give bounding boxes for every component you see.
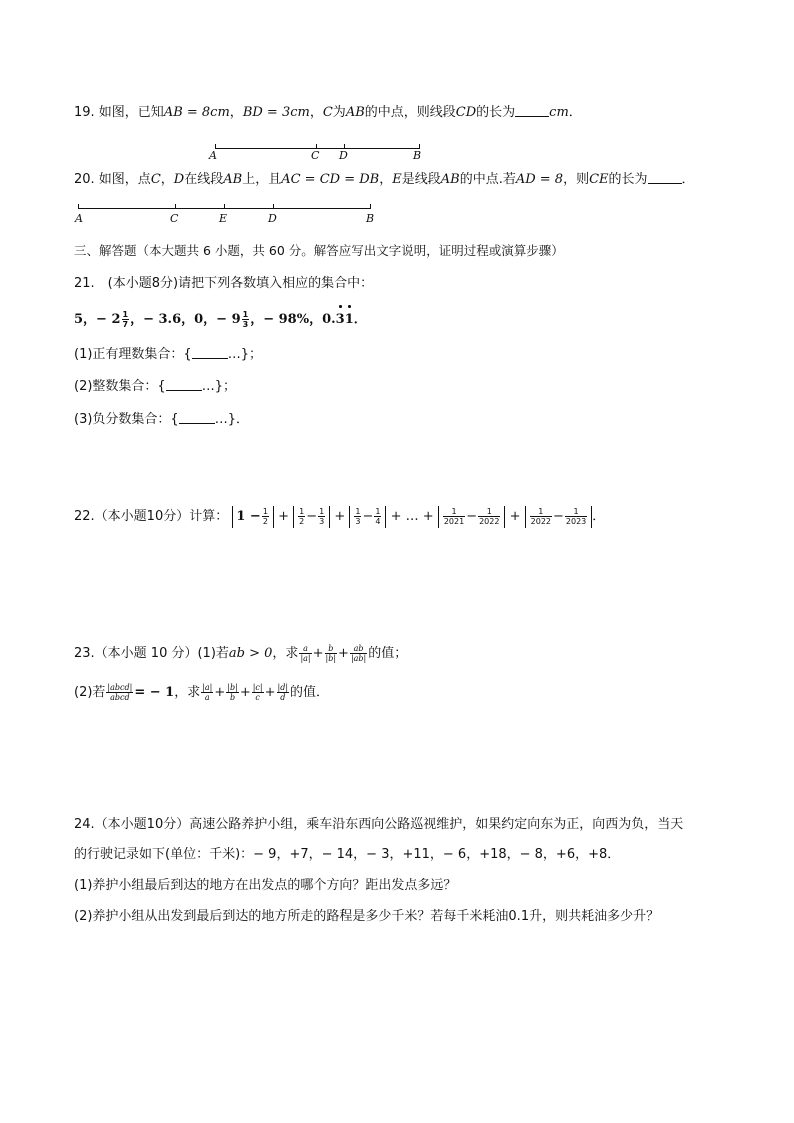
q22-minus: − [466, 508, 478, 524]
q21-s2-post: …}； [201, 379, 236, 394]
q20-prefix: 20. 如图，点 [74, 172, 151, 187]
q23-frac [201, 683, 213, 702]
q23-frac-den: |a| [300, 654, 311, 663]
section-three-heading: 三、解答题（本大题共 6 小题，共 60 分。解答应写出文字说明，证明过程或演算步骤） [74, 243, 564, 258]
q22-frac-den: 2023 [565, 516, 587, 526]
q23-frac-den: |ab| [350, 654, 367, 663]
q22-frac [262, 507, 269, 526]
q20-point-e: E [219, 212, 228, 225]
q22-frac-num: 1 [319, 506, 325, 516]
q22-frac [298, 507, 305, 526]
q22-frac [443, 507, 465, 526]
q23-ask2: ，求 [174, 685, 201, 700]
q23-frac [226, 683, 239, 702]
q21-frac-1-3 [242, 310, 250, 329]
q21-s1-blank[interactable] [192, 346, 228, 359]
q23-ask: ，求 [272, 646, 299, 661]
q23-frac-num: |b| [227, 683, 238, 692]
q22-frac [530, 507, 552, 526]
q21-frac-num: 1 [122, 310, 129, 319]
q24-line-1: 24.（本小题10分）高速公路养护小组，乘车沿东西向公路巡视维护，如果约定向东为正，向西为负，当天 [74, 817, 684, 832]
q19-point-a: A [209, 149, 217, 162]
q20-point-b: B [366, 212, 375, 225]
q23-part1 [74, 642, 407, 666]
q23-frac [252, 683, 264, 702]
q23-plus: + [264, 685, 276, 700]
q20-text [74, 171, 695, 189]
q23-frac-den: c [255, 693, 260, 702]
q23-frac-den: d [280, 693, 286, 702]
q22-plus: + [334, 509, 346, 524]
q22-frac [565, 507, 587, 526]
q23-frac-num: b [325, 644, 338, 654]
q23-frac [299, 644, 311, 663]
q20-point-c: C [170, 212, 179, 225]
q22-abs-3 [349, 506, 386, 528]
q19-answer-blank[interactable] [515, 104, 549, 117]
q19-point-d: D [339, 149, 348, 162]
q20-t5: 的中点.若 [459, 172, 516, 187]
q21-frac-den: 3 [242, 320, 249, 329]
q23-frac-den: |b| [325, 654, 337, 663]
q20-answer-blank[interactable] [648, 171, 682, 184]
q23-p2-pre: (2)若 [74, 685, 106, 700]
q21-s1-pre: (1)正有理数集合：{ [74, 347, 192, 362]
q21-num-1: 5 [74, 312, 84, 327]
q23-frac-num: a [299, 644, 311, 654]
q20-e: E [392, 172, 402, 187]
q19-cd: CD [455, 105, 477, 120]
q22-frac-num: 1 [299, 506, 305, 516]
q23-title: 23.（本小题 10 分）(1)若 [74, 646, 229, 661]
q19-sep1: ， [229, 105, 243, 120]
q19-prefix: 19. 如图，已知 [74, 105, 164, 120]
q22-abs-2 [293, 506, 330, 528]
q20-c: C [150, 172, 161, 187]
q23-frac [350, 644, 367, 663]
q22-frac-den: 2 [299, 516, 305, 526]
q24-line-2: 的行驶记录如下(单位：千米)：− 9，+7，− 14，− 3，+11，− 6，+18，− 8，+6，+8． [74, 847, 621, 862]
q22-frac-den: 3 [355, 516, 361, 526]
q21-frac-1-7 [122, 310, 130, 329]
q22-frac-num: 1 [478, 507, 500, 517]
q23-plus: + [239, 685, 251, 700]
q20-ce: CE [589, 172, 609, 187]
q19-point-c: C [311, 149, 320, 162]
q21-number-list [74, 305, 367, 335]
q19-ab-eq: AB = 8cm [163, 105, 230, 120]
q22-frac-num: 1 [262, 506, 268, 516]
q19-point-b: B [413, 149, 422, 162]
q20-ab2: AB [440, 172, 460, 187]
q23-eq: = − 1 [134, 685, 175, 700]
q23-frac-num: |c| [252, 683, 263, 692]
q22-one-minus: 1 − [236, 508, 261, 524]
q23-frac-den: a [204, 693, 210, 702]
q23-frac-num: ab [350, 644, 367, 654]
q20-t3: ， [379, 172, 393, 187]
q20-ad: AD = 8 [515, 172, 564, 187]
q20-t6: ，则 [563, 172, 590, 187]
q22-frac [354, 507, 361, 526]
q22-ellipsis: + … + [390, 509, 434, 524]
q22-minus: − [553, 508, 564, 524]
q23-plus: + [338, 646, 349, 661]
q22-frac-den: 2021 [443, 516, 465, 526]
q23-plus: + [312, 646, 324, 661]
q19-bd-eq: BD = 3cm [242, 105, 310, 120]
q22-end: ． [592, 509, 606, 524]
q23-tail2: 的值． [290, 685, 330, 700]
q22-frac [374, 507, 381, 526]
q22-frac-den: 2 [262, 516, 268, 526]
q19-ab: AB [345, 105, 365, 120]
q23-frac-num: |abcd| [107, 683, 133, 692]
q20-point-a: A [75, 212, 83, 225]
q22-title: 22.（本小题10分）计算： [74, 509, 229, 524]
q22-frac-num: 1 [443, 507, 465, 517]
q23-frac-den: abcd [110, 693, 130, 702]
q22-abs-5 [525, 506, 593, 528]
q20-point-d: D [268, 212, 277, 225]
q21-s3-pre: (3)负分数集合：{ [74, 412, 179, 427]
q23-frac [277, 683, 290, 702]
q21-num-end: ． [353, 312, 367, 327]
q20-t1: 在线段 [184, 172, 224, 187]
q22-frac [478, 507, 500, 526]
q22-frac-den: 2022 [530, 516, 551, 526]
q21-num-3: ，− 3.6，0，− 9 [130, 312, 241, 327]
q24-line-4: (2)养护小组从出发到最后到达的地方所走的路程是多少千米？若每千米耗油0.1升，则共耗油多少升？ [74, 909, 660, 924]
q22-plus: + [278, 509, 289, 524]
q19-tail: 的长为 [476, 105, 516, 120]
q23-cond: ab > 0 [228, 646, 273, 661]
q21-frac-num: 1 [242, 310, 249, 319]
q23-tail: 的值； [368, 646, 408, 661]
q23-plus: + [214, 685, 226, 700]
q22-plus: + [509, 509, 521, 524]
q21-s2-blank[interactable] [166, 378, 202, 391]
q22-frac-den: 2022 [479, 516, 500, 526]
q24-line-3: (1)养护小组最后到达的地方在出发点的哪个方向？距出发点多远？ [74, 878, 457, 893]
q21-set-integers [74, 378, 236, 396]
q22-frac [318, 507, 325, 526]
q22-minus: − [362, 508, 374, 524]
q20-comma: ， [160, 172, 174, 187]
q20-t7: 的长为 [608, 172, 648, 187]
q23-frac [106, 683, 133, 702]
q21-set-positive-rational [74, 346, 262, 364]
q22-minus: − [306, 508, 318, 524]
q20-t2: 上，且 [242, 172, 282, 187]
q19-sep2: ， [309, 105, 323, 120]
q20-end: ． [681, 172, 695, 187]
q19-end: ． [568, 105, 582, 120]
q21-frac-den: 7 [122, 320, 129, 329]
q21-s2-pre: (2)整数集合：{ [74, 379, 166, 394]
q21-s3-blank[interactable] [179, 411, 215, 424]
q20-t4: 是线段 [401, 172, 441, 187]
q23-frac-num: |a| [202, 683, 213, 692]
q21-repeat-digit-1: 1 [345, 305, 354, 335]
q22-frac-num: 1 [355, 506, 361, 516]
q20-eqs: AC = CD = DB [281, 172, 380, 187]
q23-part2 [74, 681, 329, 705]
q22-frac-num: 1 [530, 507, 552, 517]
q21-repeat-digit-3: 3 [336, 305, 345, 335]
q21-num-2: ，− 2 [83, 312, 121, 327]
q21-num-4: ，− 98%，0. [250, 312, 336, 327]
q21-set-negative-fractions [74, 411, 249, 429]
q19-mid2: 的中点，则线段 [364, 105, 456, 120]
q19-c: C [322, 105, 333, 120]
q20-tick-e [224, 204, 225, 209]
q22-abs-4 [438, 506, 506, 528]
q22-expression [74, 504, 605, 530]
q22-frac-num: 1 [375, 506, 381, 516]
q19-unit: cm [549, 105, 569, 120]
q22-abs-1 [232, 506, 274, 528]
q22-frac-num: 1 [565, 507, 587, 517]
q22-frac-den: 4 [375, 516, 381, 526]
q23-frac-num: |d| [277, 683, 289, 692]
q21-s1-post: …}； [227, 347, 262, 362]
q20-tick-a [78, 204, 79, 209]
q21-title: 21. (本小题8分)请把下列各数填入相应的集合中： [74, 276, 374, 291]
q23-frac-den: b [229, 693, 236, 702]
q20-tick-b [370, 204, 371, 209]
q23-frac [325, 644, 338, 663]
q19-mid1: 为 [332, 105, 346, 120]
q20-tick-c [175, 204, 176, 209]
q21-s3-post: …}． [214, 412, 249, 427]
q20-tick-d [273, 204, 274, 209]
q22-frac-den: 3 [319, 516, 325, 526]
q20-d: D [173, 172, 185, 187]
q20-ab: AB [223, 172, 243, 187]
q19-text [74, 104, 582, 122]
